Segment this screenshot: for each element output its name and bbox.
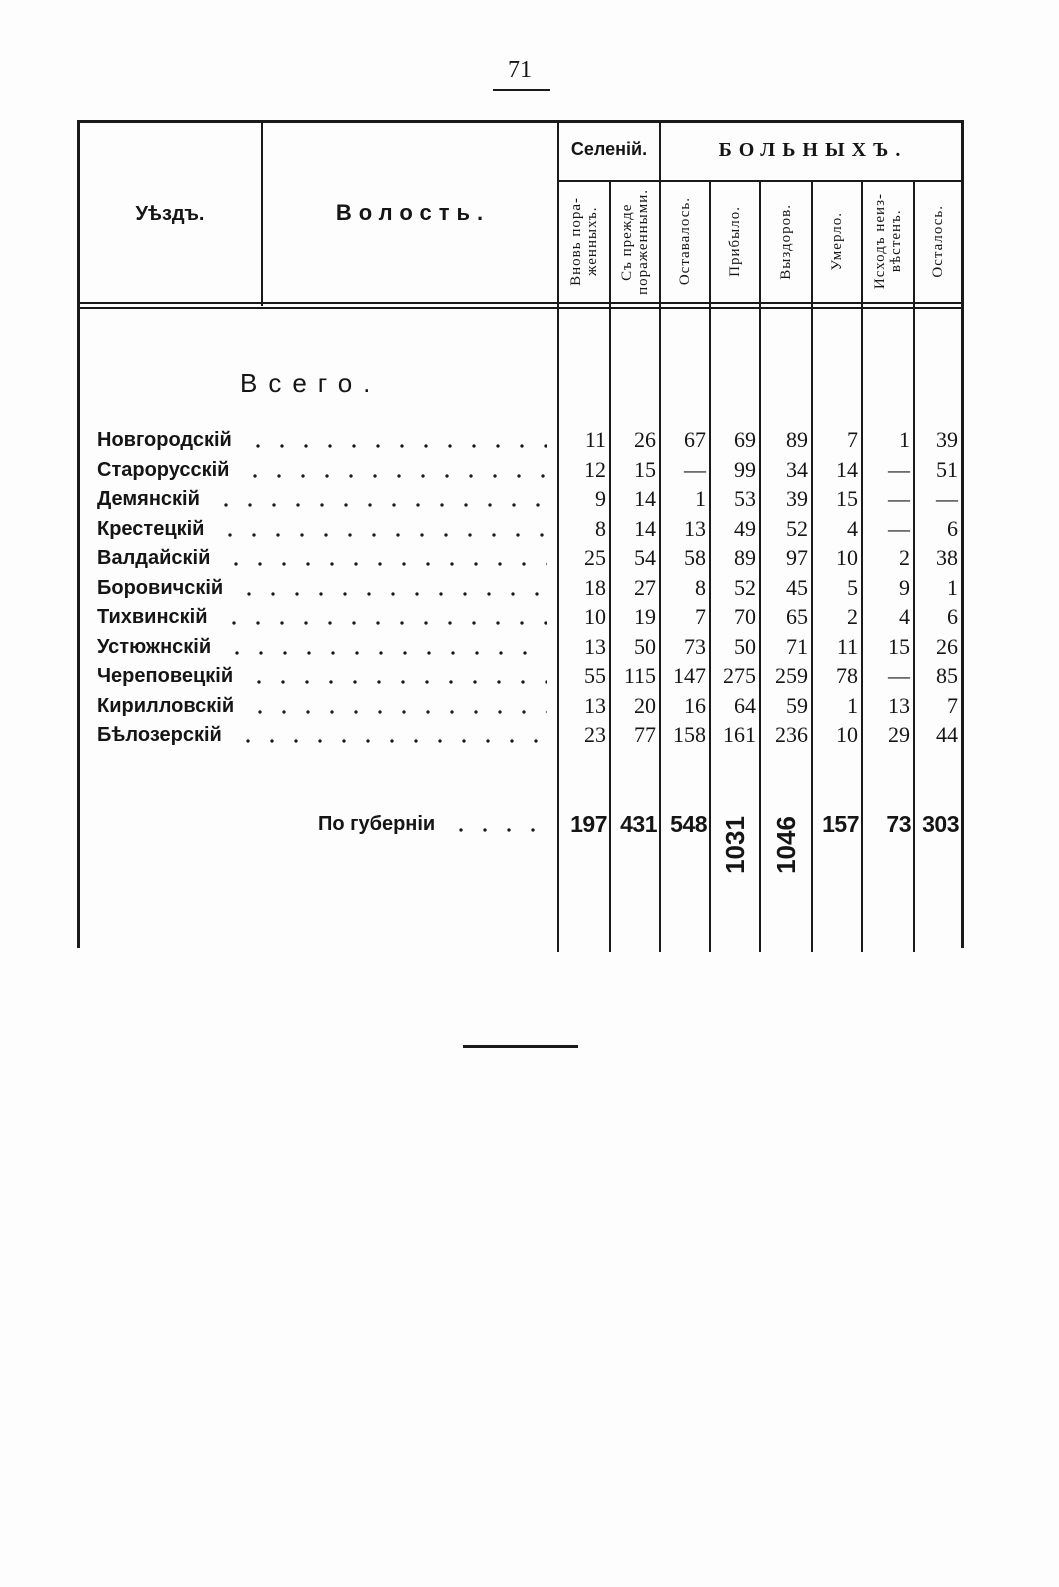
cell-recovered: 34	[786, 456, 808, 482]
dot-leader	[218, 603, 547, 631]
cell-outcome-unknown: —	[888, 456, 910, 482]
total-new-villages: 197	[570, 811, 607, 837]
total-remained: 548	[670, 811, 707, 837]
district-label	[97, 574, 547, 602]
cell-previously-affected: 14	[634, 486, 656, 511]
cell-died: 5	[847, 574, 858, 600]
cell-arrived: 69	[734, 427, 756, 452]
header-text	[829, 212, 845, 271]
cell-recovered: 71	[786, 633, 808, 659]
district-row	[0, 515, 1059, 543]
cell-outcome-unknown: 9	[899, 574, 910, 600]
cell-new-villages: 13	[584, 633, 606, 659]
cell-remaining: 26	[936, 633, 958, 659]
dot-leader	[232, 721, 547, 749]
total-row	[0, 810, 1059, 874]
header-line: пораженными.	[635, 188, 651, 295]
cell-arrived: 89	[734, 545, 756, 570]
header-uezd: Уѣздъ.	[135, 203, 205, 225]
district-label	[97, 515, 547, 543]
district-name: Кирилловскій	[97, 694, 235, 717]
cell-outcome-unknown: 15	[888, 633, 910, 659]
total-remaining: 303	[922, 811, 959, 837]
cell-remained: 7	[695, 604, 706, 629]
cell-arrived: 50	[734, 633, 756, 659]
cell-recovered: 259	[775, 663, 808, 688]
district-name: Крестецкій	[97, 517, 205, 540]
cell-previously-affected: 26	[634, 427, 656, 452]
header-line: Вновь пора-	[568, 197, 584, 286]
header-line: Выздоров.	[778, 203, 794, 280]
cell-arrived: 64	[734, 692, 756, 718]
cell-arrived: 70	[734, 604, 756, 629]
header-line: Исходъ неиз-	[872, 193, 888, 290]
total-died: 157	[822, 811, 859, 837]
district-row	[0, 574, 1059, 602]
cell-died: 10	[836, 545, 858, 570]
district-name: Череповецкій	[97, 665, 234, 687]
header-previously-affected	[610, 183, 660, 300]
cell-recovered: 45	[786, 574, 808, 600]
cell-remaining: 7	[947, 692, 958, 718]
district-name: Старорусскій	[97, 458, 230, 481]
dot-leader	[445, 810, 547, 838]
cell-remaining: 38	[936, 545, 958, 570]
header-text	[568, 197, 600, 286]
header-line: Осталось.	[930, 205, 946, 278]
dot-leader	[233, 574, 547, 602]
section-title: Всего.	[240, 368, 382, 398]
dot-leader	[242, 426, 547, 454]
header-line: женныхъ.	[584, 206, 600, 277]
cell-remained: —	[684, 456, 706, 482]
district-row	[0, 603, 1059, 631]
cell-arrived: 49	[734, 515, 756, 541]
header-volost: Волость.	[335, 200, 491, 225]
end-rule	[463, 1045, 578, 1048]
district-name: Валдайскій	[97, 547, 211, 569]
dot-leader	[220, 544, 547, 572]
district-label	[97, 721, 547, 749]
cell-arrived: 99	[734, 456, 756, 482]
dot-leader	[239, 456, 547, 484]
cell-remained: 16	[684, 692, 706, 718]
cell-previously-affected: 15	[634, 456, 656, 482]
cell-outcome-unknown: —	[888, 486, 910, 511]
header-remained	[660, 183, 710, 300]
district-row	[0, 662, 1059, 690]
header-line: Съ прежде	[619, 202, 635, 281]
header-text	[872, 193, 904, 289]
cell-remained: 1	[695, 486, 706, 511]
cell-new-villages: 12	[584, 456, 606, 482]
cell-outcome-unknown: 4	[899, 604, 910, 629]
cell-arrived: 53	[734, 486, 756, 511]
header-line: Оставалось.	[677, 197, 693, 286]
cell-outcome-unknown: 13	[888, 692, 910, 718]
district-label	[97, 662, 547, 690]
cell-previously-affected: 27	[634, 574, 656, 600]
district-name: Боровичскій	[97, 576, 224, 599]
district-row	[0, 485, 1059, 513]
cell-previously-affected: 14	[634, 515, 656, 541]
cell-previously-affected: 77	[634, 722, 656, 747]
table-top-border	[78, 120, 964, 123]
cell-previously-affected: 20	[634, 692, 656, 718]
cell-remained: 73	[684, 633, 706, 659]
cell-recovered: 236	[775, 722, 808, 747]
district-name: Устюжнскій	[97, 635, 212, 658]
cell-died: 15	[836, 486, 858, 511]
cell-remained: 158	[673, 722, 706, 747]
district-row	[0, 426, 1059, 454]
dot-leader	[244, 692, 547, 720]
cell-new-villages: 10	[584, 604, 606, 629]
header-line: вѣстенъ.	[888, 210, 904, 273]
header-arrived	[710, 183, 760, 300]
cell-remaining: 85	[936, 663, 958, 688]
district-label	[97, 544, 547, 572]
district-row	[0, 692, 1059, 720]
cell-arrived: 52	[734, 574, 756, 600]
page-number: 71	[508, 57, 532, 83]
cell-previously-affected: 54	[634, 545, 656, 570]
cell-remained: 8	[695, 574, 706, 600]
cell-recovered: 65	[786, 604, 808, 629]
cell-new-villages: 11	[584, 427, 606, 452]
header-text	[619, 189, 651, 295]
district-name: Демянскій	[97, 488, 200, 510]
cell-outcome-unknown: 1	[899, 427, 910, 452]
header-text	[778, 204, 794, 280]
header-text	[930, 205, 946, 278]
cell-previously-affected: 50	[634, 633, 656, 659]
cell-remained: 67	[684, 427, 706, 452]
cell-remaining: 44	[936, 722, 958, 747]
cell-died: 4	[847, 515, 858, 541]
header-new-villages	[558, 183, 610, 300]
dot-leader	[221, 633, 547, 661]
header-bottom-rule	[78, 302, 964, 304]
header-bottom-rule-2	[78, 307, 964, 309]
district-row	[0, 544, 1059, 572]
cell-died: 1	[847, 692, 858, 718]
district-name: Бѣлозерскій	[97, 724, 222, 746]
district-label	[97, 692, 547, 720]
cell-remaining: 51	[936, 456, 958, 482]
district-row	[0, 456, 1059, 484]
cell-previously-affected: 19	[634, 604, 656, 629]
header-line: Прибыло.	[727, 206, 743, 277]
district-row	[0, 721, 1059, 749]
cell-died: 78	[836, 663, 858, 688]
cell-new-villages: 25	[584, 545, 606, 570]
cell-remaining: 1	[947, 574, 958, 600]
total-arrived: 1031	[720, 816, 750, 874]
header-text	[727, 206, 743, 277]
cell-recovered: 52	[786, 515, 808, 541]
cell-remained: 13	[684, 515, 706, 541]
cell-new-villages: 23	[584, 722, 606, 747]
total-previously-affected: 431	[620, 811, 657, 837]
cell-recovered: 59	[786, 692, 808, 718]
header-died	[812, 183, 862, 300]
cell-arrived: 275	[723, 663, 756, 688]
cell-new-villages: 9	[595, 486, 606, 511]
district-name: Новгородскій	[97, 429, 232, 451]
district-row	[0, 633, 1059, 661]
cell-died: 2	[847, 604, 858, 629]
district-label	[97, 633, 547, 661]
cell-remaining: 39	[936, 427, 958, 452]
header-remaining	[914, 183, 962, 300]
cell-outcome-unknown: —	[888, 515, 910, 541]
header-recovered	[760, 183, 812, 300]
cell-died: 11	[836, 633, 858, 659]
cell-remaining: —	[936, 486, 958, 511]
cell-recovered: 39	[786, 486, 808, 511]
header-outcome-unknown	[862, 183, 914, 300]
cell-recovered: 89	[786, 427, 808, 452]
cell-arrived: 161	[723, 722, 756, 747]
cell-recovered: 97	[786, 545, 808, 570]
cell-outcome-unknown: 2	[899, 545, 910, 570]
cell-remained: 58	[684, 545, 706, 570]
cell-died: 7	[847, 427, 858, 452]
page-number-rule	[493, 89, 550, 91]
cell-outcome-unknown: —	[888, 663, 910, 688]
cell-remaining: 6	[947, 515, 958, 541]
header-villages-group: Селеній.	[570, 139, 648, 159]
cell-new-villages: 8	[595, 515, 606, 541]
dot-leader	[210, 485, 547, 513]
cell-remaining: 6	[947, 604, 958, 629]
cell-new-villages: 13	[584, 692, 606, 718]
dot-leader	[214, 515, 547, 543]
dot-leader	[243, 662, 547, 690]
cell-previously-affected: 115	[623, 663, 656, 688]
cell-outcome-unknown: 29	[888, 722, 910, 747]
cell-new-villages: 18	[584, 574, 606, 600]
cell-died: 10	[836, 722, 858, 747]
total-recovered: 1046	[771, 816, 801, 874]
total-label	[318, 810, 547, 838]
total-label-text: По губерніи	[318, 813, 436, 835]
header-line: Умерло.	[829, 212, 845, 271]
cell-died: 14	[836, 456, 858, 482]
district-label	[97, 603, 547, 631]
district-label	[97, 426, 547, 454]
cell-remained: 147	[673, 663, 706, 688]
header-text	[677, 197, 693, 285]
district-label	[97, 456, 547, 484]
total-outcome-unknown: 73	[886, 811, 911, 837]
header-patients-group: БОЛЬНЫХЪ.	[718, 139, 908, 161]
district-label	[97, 485, 547, 513]
cell-new-villages: 55	[584, 663, 606, 688]
district-name: Тихвинскій	[97, 606, 208, 628]
